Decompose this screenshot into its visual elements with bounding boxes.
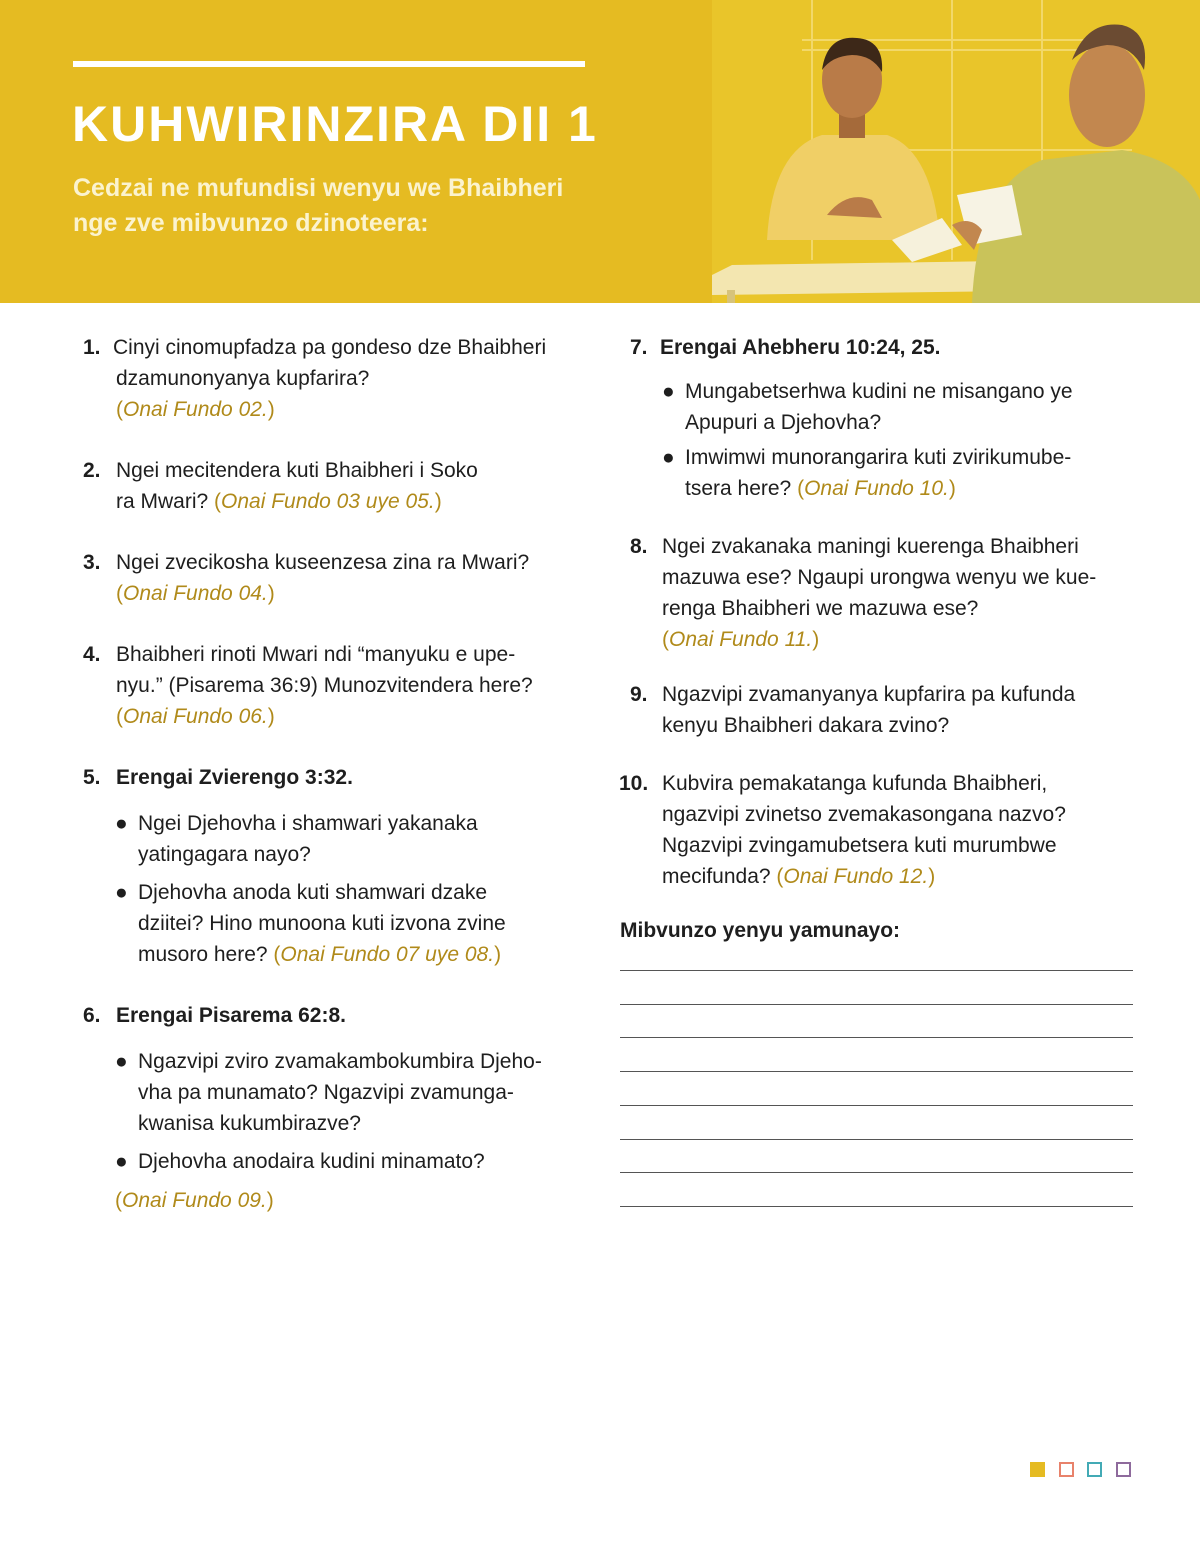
question-2 [83,455,603,519]
bullet-item: ● Ngei Djehovha i shamwari yakanaka yatingagara nayo? [115,808,595,872]
page-subtitle [73,171,613,241]
indicator-square-outline [1087,1462,1102,1477]
question-10: 10. Kubvira pemakatanga kufunda Bhaibheri, ngazvipi zvinetso zvemakasongana nazvo? Ngazvipi zvingamubetsera kuti murumbwe mecifunda? (Onai Fundo 12.) [619,768,1149,894]
question-number: 1. [83,336,101,359]
question-text-line: dzamunonyanya kupfarira? [116,367,370,390]
question-text-line: Bhaibheri rinoti Mwari ndi “manyuku e upe- [116,643,516,666]
question-number: 9. [630,683,648,706]
question-heading: Erengai Pisarema 62:8. [116,1004,346,1027]
question-number: 10. [619,772,649,795]
indicator-square-filled [1030,1462,1045,1477]
bullet-item: ● Djehovha anoda kuti shamwari dzake dziitei? Hino munoona kuti izvona zvine musoro here? (Onai Fundo 07 uye 08.) [115,877,595,972]
question-5 [83,762,603,797]
writing-line [620,1004,1133,1005]
question-heading: Erengai Zvierengo 3:32. [116,766,353,789]
reference: Onai Fundo 03 uye 05. [221,490,435,513]
header-banner [0,0,1200,303]
question-text-line: nyu.” (Pisarema 36:9) Munozvitendera here? [116,674,533,697]
bullet-dot: ● [115,881,128,904]
writing-line [620,970,1133,971]
bullet-item: ● Imwimwi munorangarira kuti zvirikumube- tsera here? (Onai Fundo 10.) [662,442,1142,506]
writing-line [620,1172,1133,1173]
bullet-item: ● Djehovha anodaira kudini minamato? [115,1146,595,1179]
writing-line [620,1139,1133,1140]
writing-line [620,1105,1133,1106]
bullet-dot: ● [662,380,675,403]
writing-line [620,1037,1133,1038]
question-heading: Erengai Ahebheru 10:24, 25. [660,336,941,359]
reference: (Onai Fundo 02.) [116,398,275,421]
question-text-line: Ngazvipi zvingamubetsera kuti murumbwe [662,834,1057,857]
indicator-square-outline [1116,1462,1131,1477]
question-number: 6. [83,1004,101,1027]
reference: Onai Fundo 07 uye 08. [280,943,495,966]
question-8 [630,531,1150,657]
bullet-dot: ● [115,812,128,835]
page-title: KUHWIRINZIRA DII 1 [72,96,598,152]
notes-label: Mibvunzo yenyu yamunayo: [620,919,901,942]
subtitle-line-1: Cedzai ne mufundisi wenyu we Bhaibheri [73,174,564,202]
question-9 [630,679,1150,743]
indicator-square-outline [1059,1462,1074,1477]
bullet-dot: ● [115,1150,128,1173]
question-1 [83,332,603,427]
header-rule [73,61,585,67]
question-text-line: ra Mwari? (Onai Fundo 03 uye 05.) [116,490,442,513]
bible-study-illustration [712,0,1200,303]
question-number: 3. [83,551,101,574]
question-7 [630,332,1140,367]
question-text-line: Ngei zvakanaka maningi kuerenga Bhaibheri [662,535,1079,558]
question-number: 4. [83,643,101,666]
bullet-item: ● Mungabetserhwa kudini ne misangano ye Apupuri a Djehovha? [662,376,1142,440]
reference: (Onai Fundo 06.) [116,705,275,728]
reference: (Onai Fundo 09.) [115,1189,274,1212]
question-text-line: kenyu Bhaibheri dakara zvino? [662,714,950,737]
question-3 [83,547,603,611]
question-text-line: mazuwa ese? Ngaupi urongwa wenyu we kue- [662,566,1097,589]
reference: Onai Fundo 12. [783,865,929,888]
reference: (Onai Fundo 04.) [116,582,275,605]
question-text-line: ngazvipi zvinetso zvemakasongana nazvo? [662,803,1066,826]
question-text-line: Ngei mecitendera kuti Bhaibheri i Soko [116,459,478,482]
bullet-dot: ● [115,1050,128,1073]
question-number: 7. [630,336,648,359]
writing-line [620,1071,1133,1072]
reference: Onai Fundo 10. [804,477,949,500]
question-text-line: Ngazvipi zvamanyanya kupfarira pa kufunda [662,683,1076,706]
bullet-item: ● Ngazvipi zviro zvamakambokumbira Djeho- vha pa munamato? Ngazvipi zvamunga- kwanisa kukumbirazve? [115,1046,595,1141]
writing-line [620,1206,1133,1207]
bullet-dot: ● [662,446,675,469]
question-number: 8. [630,535,648,558]
reference: (Onai Fundo 11.) [662,628,820,651]
subtitle-line-2: nge zve mibvunzo dzinoteera: [73,209,429,237]
question-number: 5. [83,766,101,789]
question-6 [83,1000,603,1035]
question-4 [83,639,603,734]
question-text-line: Cinyi cinomupfadza pa gondeso dze Bhaibheri [113,336,547,359]
question-number: 2. [83,459,101,482]
question-text-line: Ngei zvecikosha kuseenzesa zina ra Mwari? [116,551,530,574]
question-text-line: renga Bhaibheri we mazuwa ese? [662,597,979,620]
question-text-line: Kubvira pemakatanga kufunda Bhaibheri, [662,772,1048,795]
